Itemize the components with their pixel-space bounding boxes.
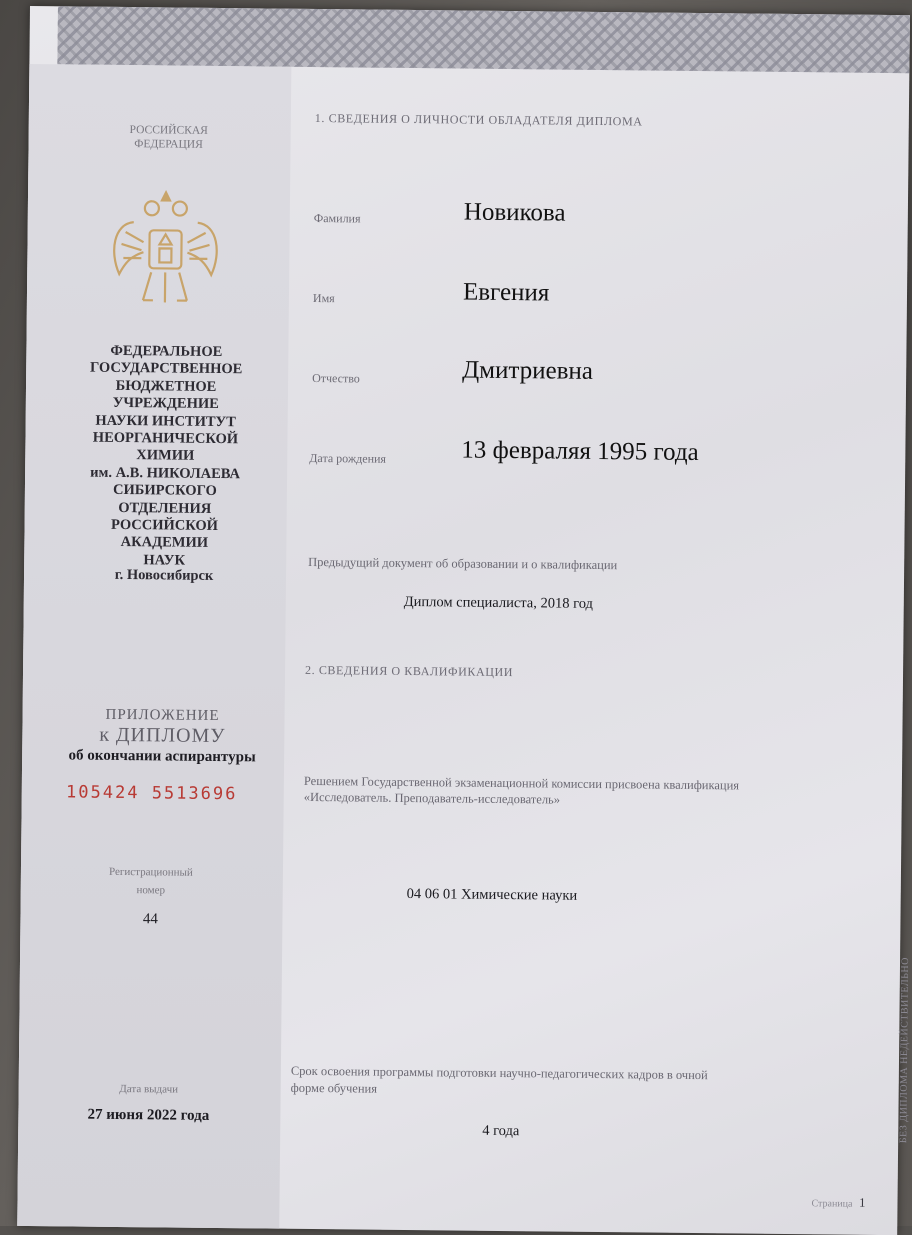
appendix-line3: об окончании аспирантуры [68,747,256,766]
term-text [291,1063,831,1103]
diploma-appendix-page [17,6,910,1235]
section2-title: 2. СВЕДЕНИЯ О КВАЛИФИКАЦИИ [304,662,514,680]
institution-line: НАУК [143,552,186,569]
appendix-line2: к ДИПЛОМУ [99,723,226,748]
appendix-line1: ПРИЛОЖЕНИЕ [105,706,220,725]
serial-number: 105424 5513696 [66,782,238,805]
country-line1: РОССИЙСКАЯ [129,124,208,137]
institution-line: ФЕДЕРАЛЬНОЕ [110,342,223,361]
birth-date-value: 13 февраляя 1995 года [461,436,699,467]
institution-line: ГОСУДАРСТВЕННОЕ [90,360,243,378]
institution-line: УЧРЕЖДЕНИЕ [112,395,219,413]
patronymic-label: Отчество [312,370,360,386]
institution-line: им. А.В. НИКОЛАЕВА [90,464,241,483]
page-label: Страница [811,1198,853,1210]
issue-date: 27 июня 2022 года [87,1106,210,1124]
country-name [88,123,248,153]
surname-label: Фамилия [313,210,361,226]
prev-doc-label: Предыдущий документ об образовании и о квалификации [308,554,618,573]
page-indicator [811,1194,865,1211]
institution-line: БЮДЖЕТНОЕ [115,377,217,395]
reg-label-line2: номер [136,884,166,897]
institution-name [69,342,261,570]
country-line2: ФЕДЕРАЦИЯ [134,138,203,151]
page-number: 1 [858,1194,866,1210]
appendix-title [42,706,283,767]
patronymic-value: Дмитриевна [462,356,594,385]
city: г. Новосибирск [114,566,214,584]
reg-label-line1: Регистрационный [108,865,193,879]
issue-label: Дата выдачи [119,1082,179,1096]
term-line2: форме обучения [290,1080,378,1096]
term-line1: Срок освоения программы подготовки научно-педагогических кадров в очной [290,1063,708,1083]
prev-doc-value: Диплом специалиста, 2018 год [403,593,594,612]
institution-line: СИБИРСКОГО ОТДЕЛЕНИЯ [112,482,217,517]
validity-note: БЕЗ ДИПЛОМА НЕДЕЙСТВИТЕЛЬНО [898,957,912,1144]
qualification-line1: Решением Государственной экзаменационной комиссии присвоена квалификация [303,773,740,793]
specialty-value: 04 06 01 Химические науки [406,885,578,904]
institution-line: НАУКИ ИНСТИТУТ [95,412,236,430]
name-label: Имя [312,290,335,306]
name-value: Евгения [462,278,550,307]
section1-title: 1. СВЕДЕНИЯ О ЛИЧНОСТИ ОБЛАДАТЕЛЯ ДИПЛОМА [314,110,643,129]
qualification-line2: «Исследователь. Преподаватель-исследователь» [303,789,561,807]
qualification-text [304,773,864,811]
guilloche-band [57,6,910,73]
institution-line: НЕОРГАНИЧЕСКОЙ [92,429,239,448]
term-value: 4 года [482,1122,520,1140]
coat-of-arms-icon [103,182,228,313]
birth-label: Дата рождения [309,450,387,466]
reg-label [71,862,231,900]
institution-line: РОССИЙСКОЙ АКАДЕМИИ [111,516,219,552]
reg-number: 44 [142,911,159,928]
institution-line: ХИМИИ [136,447,195,465]
surname-value: Новикова [463,198,566,227]
